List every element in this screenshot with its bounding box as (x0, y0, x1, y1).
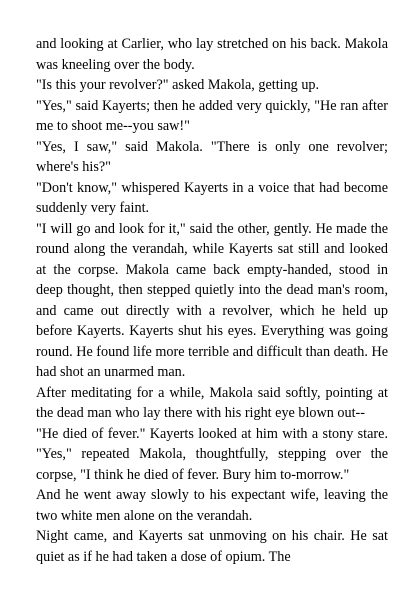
paragraph: "Is this your revolver?" asked Makola, getting up. (36, 77, 320, 93)
paragraph: After meditating for a while, Makola said softly, pointing at the dead man who lay there with his right eye blown out-- (36, 384, 388, 421)
paragraph: Night came, and Kayerts sat unmoving on his chair. He sat quiet as if he had taken a dose of opium. The (36, 528, 388, 565)
paragraph: "Yes, I saw," said Makola. "There is only one revolver; where's his?" (36, 138, 388, 175)
paragraph: "He died of fever." Kayerts looked at him with a stony stare. "Yes," repeated Makola, thoughtfully, stepping over the corpse, "I think he died of fever. Bury him to-morrow." (36, 425, 388, 483)
paragraph: "I will go and look for it," said the other, gently. He made the round along the verandah, while Kayerts sat still and looked at the corpse. Makola came back empty-handed, stood in deep thought, then stepped quietly into the dead man's room, and came out directly with a revolver, which he held up before Kayerts. Kayerts shut his eyes. Everything was going round. He found life more terrible and difficult than death. He had shot an unarmed man. (36, 220, 388, 380)
paragraph: And he went away slowly to his expectant wife, leaving the two white men alone on the verandah. (36, 487, 388, 524)
document-body (36, 34, 388, 567)
paragraph: "Don't know," whispered Kayerts in a voice that had become suddenly very faint. (36, 179, 388, 216)
paragraph: "Yes," said Kayerts; then he added very quickly, "He ran after me to shoot me--you saw!" (36, 97, 388, 134)
paragraph: and looking at Carlier, who lay stretched on his back. Makola was kneeling over the body. (36, 36, 388, 73)
